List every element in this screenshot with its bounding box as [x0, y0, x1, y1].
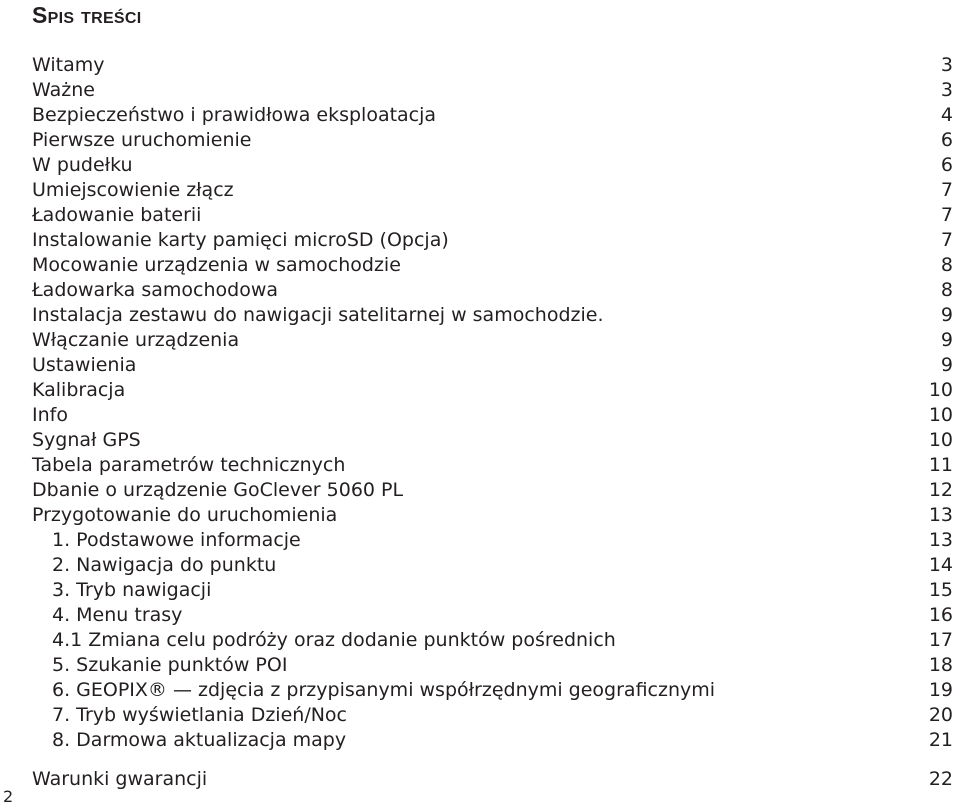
toc-entry-label: Pierwsze uruchomienie — [32, 129, 252, 151]
toc-entry-label: Warunki gwarancji — [32, 768, 208, 790]
toc-entry-page: 9 — [940, 304, 953, 326]
toc-entry — [32, 128, 953, 153]
toc-entry — [32, 453, 953, 478]
toc-entry-page: 10 — [928, 404, 953, 426]
toc-entry — [32, 503, 953, 528]
toc-entry-page: 4 — [940, 104, 953, 126]
toc-entry — [32, 628, 953, 653]
toc-entry — [32, 653, 953, 678]
toc-entry-page: 9 — [940, 329, 953, 351]
toc-entry-page: 17 — [928, 629, 953, 651]
toc-entry — [32, 353, 953, 378]
toc-entry — [32, 553, 953, 578]
toc-entry — [32, 678, 953, 703]
toc-entry-label: W pudełku — [32, 154, 133, 176]
toc-entry-page: 7 — [940, 179, 953, 201]
toc-entry-page: 15 — [928, 579, 953, 601]
toc-entry-label: Witamy — [32, 54, 105, 76]
toc-entry-page: 9 — [940, 354, 953, 376]
toc-entry-page: 14 — [928, 554, 953, 576]
toc-entry-label: 7. Tryb wyświetlania Dzień/Noc — [52, 704, 348, 726]
toc-entry — [32, 203, 953, 228]
toc-entry-label: 6. GEOPIX® — zdjęcia z przypisanymi współrzędnymi geograficznymi — [52, 679, 716, 701]
toc-entry-page: 11 — [928, 454, 953, 476]
toc-entry — [32, 253, 953, 278]
toc-entry-page: 19 — [928, 679, 953, 701]
toc-entry-page: 12 — [928, 479, 953, 501]
toc-entry — [32, 53, 953, 78]
toc-entry-label: Sygnał GPS — [32, 429, 141, 451]
toc-entry — [32, 103, 953, 128]
toc-entry-page: 16 — [928, 604, 953, 626]
toc-entry-label: 4.1 Zmiana celu podróży oraz dodanie punktów pośrednich — [52, 629, 616, 651]
toc-entry-label: 8. Darmowa aktualizacja mapy — [52, 729, 347, 751]
toc-entry-label: 3. Tryb nawigacji — [52, 579, 212, 601]
toc-entry — [32, 728, 953, 753]
toc-entry-page: 7 — [940, 229, 953, 251]
toc-entry — [32, 328, 953, 353]
toc-entry-label: Ważne — [32, 79, 95, 101]
toc-entry — [32, 378, 953, 403]
page-title: Spis treści — [32, 2, 142, 28]
toc-entry-page: 21 — [928, 729, 953, 751]
toc-entry-page: 6 — [940, 154, 953, 176]
toc-entry-page: 10 — [928, 379, 953, 401]
table-of-contents — [32, 53, 953, 792]
toc-entry-page: 7 — [940, 204, 953, 226]
toc-entry — [32, 703, 953, 728]
toc-entry — [32, 428, 953, 453]
toc-entry — [32, 303, 953, 328]
toc-entry — [32, 478, 953, 503]
toc-entry-page: 3 — [940, 54, 953, 76]
toc-entry — [32, 403, 953, 428]
toc-entry-page: 13 — [928, 504, 953, 526]
toc-entry — [32, 528, 953, 553]
toc-entry-label: Instalowanie karty pamięci microSD (Opcja) — [32, 229, 449, 251]
toc-entry-page: 10 — [928, 429, 953, 451]
toc-entry — [32, 78, 953, 103]
toc-entry-page: 8 — [940, 279, 953, 301]
toc-entry-label: Umiejscowienie złącz — [32, 179, 234, 201]
toc-entry-label: Instalacja zestawu do nawigacji satelitarnej w samochodzie. — [32, 304, 604, 326]
toc-entry-label: Kalibracja — [32, 379, 126, 401]
toc-entry — [32, 578, 953, 603]
toc-entry-label: Przygotowanie do uruchomienia — [32, 504, 338, 526]
toc-entry-page: 18 — [928, 654, 953, 676]
toc-entry-label: Włączanie urządzenia — [32, 329, 240, 351]
page-number: 2 — [3, 787, 14, 806]
toc-entry-label: Ustawienia — [32, 354, 137, 376]
toc-entry-page: 6 — [940, 129, 953, 151]
toc-entry-page: 22 — [928, 768, 953, 790]
toc-entry-page: 3 — [940, 79, 953, 101]
toc-entry-label: 2. Nawigacja do punktu — [52, 554, 277, 576]
toc-entry-label: 1. Podstawowe informacje — [52, 529, 301, 551]
toc-entry-label: Dbanie o urządzenie GoClever 5060 PL — [32, 479, 404, 501]
toc-entry-label: 5. Szukanie punktów POI — [52, 654, 288, 676]
toc-entry — [32, 228, 953, 253]
toc-entry — [32, 153, 953, 178]
toc-entry — [32, 278, 953, 303]
toc-entry-label: Bezpieczeństwo i prawidłowa eksploatacja — [32, 104, 437, 126]
toc-entry-label: Ładowanie baterii — [32, 204, 202, 226]
toc-entry-label: 4. Menu trasy — [52, 604, 183, 626]
toc-entry-label: Tabela parametrów technicznych — [32, 454, 346, 476]
toc-entry — [32, 767, 953, 792]
toc-entry-label: Mocowanie urządzenia w samochodzie — [32, 254, 401, 276]
toc-entry-label: Ładowarka samochodowa — [32, 279, 279, 301]
toc-entry-page: 8 — [940, 254, 953, 276]
toc-entry — [32, 178, 953, 203]
toc-entry-page: 20 — [928, 704, 953, 726]
toc-entry — [32, 603, 953, 628]
toc-entry-label: Info — [32, 404, 68, 426]
toc-entry-page: 13 — [928, 529, 953, 551]
